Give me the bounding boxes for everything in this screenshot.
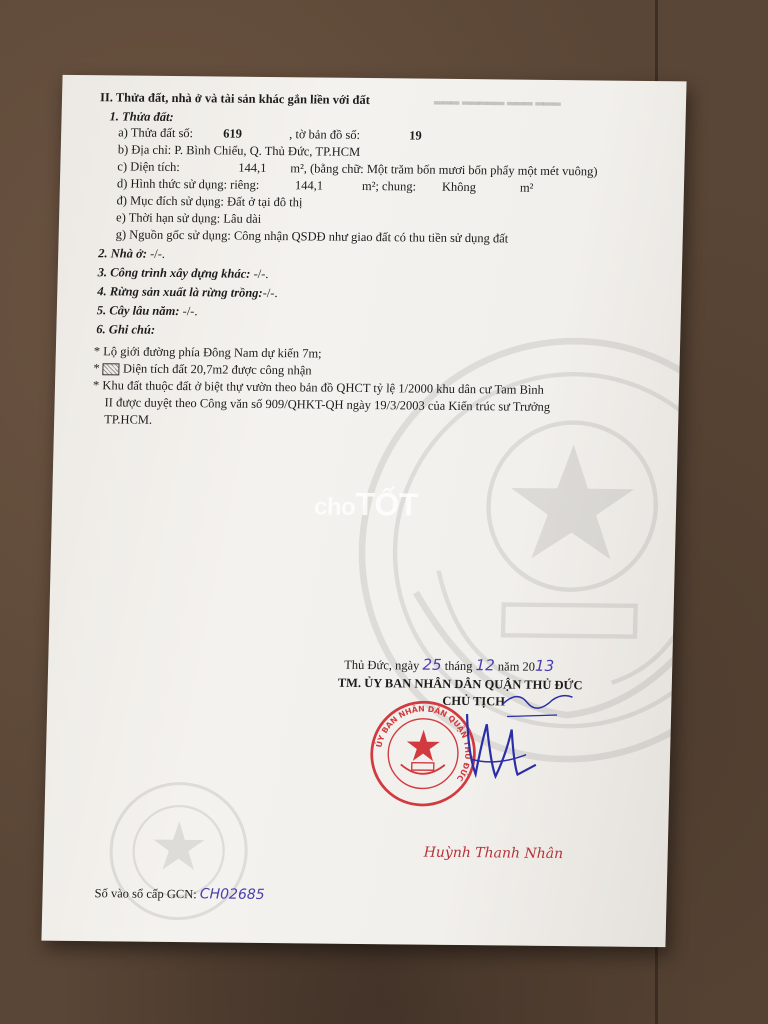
parcel-number-value: 619: [223, 126, 243, 141]
chotot-watermark: [313, 485, 419, 523]
watermark-tot: TỐT: [354, 485, 419, 523]
house-label: 2. Nhà ở:: [98, 246, 148, 261]
date-day: 25: [422, 655, 442, 674]
area-in-words: m², (bằng chữ: Một trăm bốn mươi bốn phẩy một mét vuông): [290, 161, 598, 179]
note-zoning-line-1: * Khu đất thuộc đất ở biệt thự vườn theo bản đồ QHCT tỷ lệ 1/2000 khu dân cư Tam Bình: [92, 378, 545, 397]
date-year-label: năm 20: [497, 659, 536, 674]
registry-label: Số vào sổ cấp GCN:: [94, 886, 197, 902]
watermark-cho: cho: [313, 493, 356, 521]
construction-value: -/-.: [250, 266, 269, 281]
signer-name: Huỳnh Thanh Nhân: [423, 844, 564, 863]
section-title: II. Thửa đất, nhà ở và tài sản khác gắn liền với đất: [99, 90, 371, 108]
registry-number-row: [94, 885, 264, 904]
note-zoning-line-3: TP.HCM.: [104, 412, 153, 427]
date-month: 12: [475, 656, 495, 675]
house-value: -/-.: [146, 246, 166, 261]
issuing-authority: TM. ỦY BAN NHÂN DÂN QUẬN THỦ ĐỨC: [337, 675, 583, 693]
notes-heading: 6. Ghi chú:: [96, 322, 156, 337]
date-month-label: tháng: [444, 658, 473, 674]
date-year: 13: [534, 656, 555, 675]
trees-value: -/-.: [179, 304, 198, 319]
forest-value: -/-.: [262, 285, 278, 301]
forest-label: 4. Rừng sản xuất là rừng trồng:: [97, 284, 263, 300]
parcel-number-label: a) Thửa đất số:: [118, 125, 194, 141]
note-asterisk: *: [93, 361, 103, 376]
land-heading: 1. Thửa đất:: [109, 109, 174, 124]
map-sheet-value: 19: [409, 128, 422, 143]
trees-label: 5. Cây lâu năm:: [96, 303, 180, 319]
map-sheet-label: , tờ bản đồ số:: [289, 127, 361, 142]
usage-shared-value: Không: [441, 179, 477, 195]
usage-private-value: 144,1: [294, 178, 324, 193]
construction-label: 3. Công trình xây dựng khác:: [97, 265, 251, 281]
initial-mark: [497, 684, 578, 725]
usage-term: e) Thời hạn sử dụng: Lâu dài: [115, 210, 262, 226]
note-zoning-line-2: II được duyệt theo Công văn số 909/QHKT-QH ngày 19/3/2003 của Kiến trúc sư Trưởng: [104, 395, 551, 414]
seal-text: ỦY BAN NHÂN DÂN QUẬN THỦ ĐỨC: [374, 704, 473, 783]
registry-value: CH02685: [199, 886, 265, 903]
signing-date: [344, 656, 554, 677]
faded-header-text: ▂▂▂ ▂▂▂▂▂ ▂▂▂ ▂▂▂: [433, 92, 561, 107]
note-road-boundary: * Lộ giới đường phía Đông Nam dự kiến 7m;: [93, 344, 322, 361]
chairman-title: CHỦ TỊCH: [442, 693, 506, 709]
usage-origin: g) Nguồn gốc sử dụng: Công nhận QSDĐ như giao đất có thu tiền sử dụng đất: [115, 227, 509, 246]
area-label: c) Diện tích:: [117, 159, 181, 175]
land-certificate-page: [41, 75, 686, 947]
usage-purpose: đ) Mục đích sử dụng: Đất ở tại đô thị: [116, 193, 303, 210]
date-prefix: Thủ Đức, ngày: [344, 657, 420, 673]
usage-shared-unit: m²: [519, 180, 534, 195]
note-recognized-area: Diện tích đất 20,7m2 được công nhận: [122, 361, 312, 378]
hatched-area-icon: [103, 363, 120, 375]
usage-form-label: d) Hình thức sử dụng: riêng:: [116, 176, 260, 192]
usage-shared-label: m²; chung:: [361, 178, 417, 194]
area-value: 144,1: [238, 160, 267, 175]
address-line: b) Địa chỉ: P. Bình Chiểu, Q. Thủ Đức, TP.HCM: [117, 142, 361, 159]
